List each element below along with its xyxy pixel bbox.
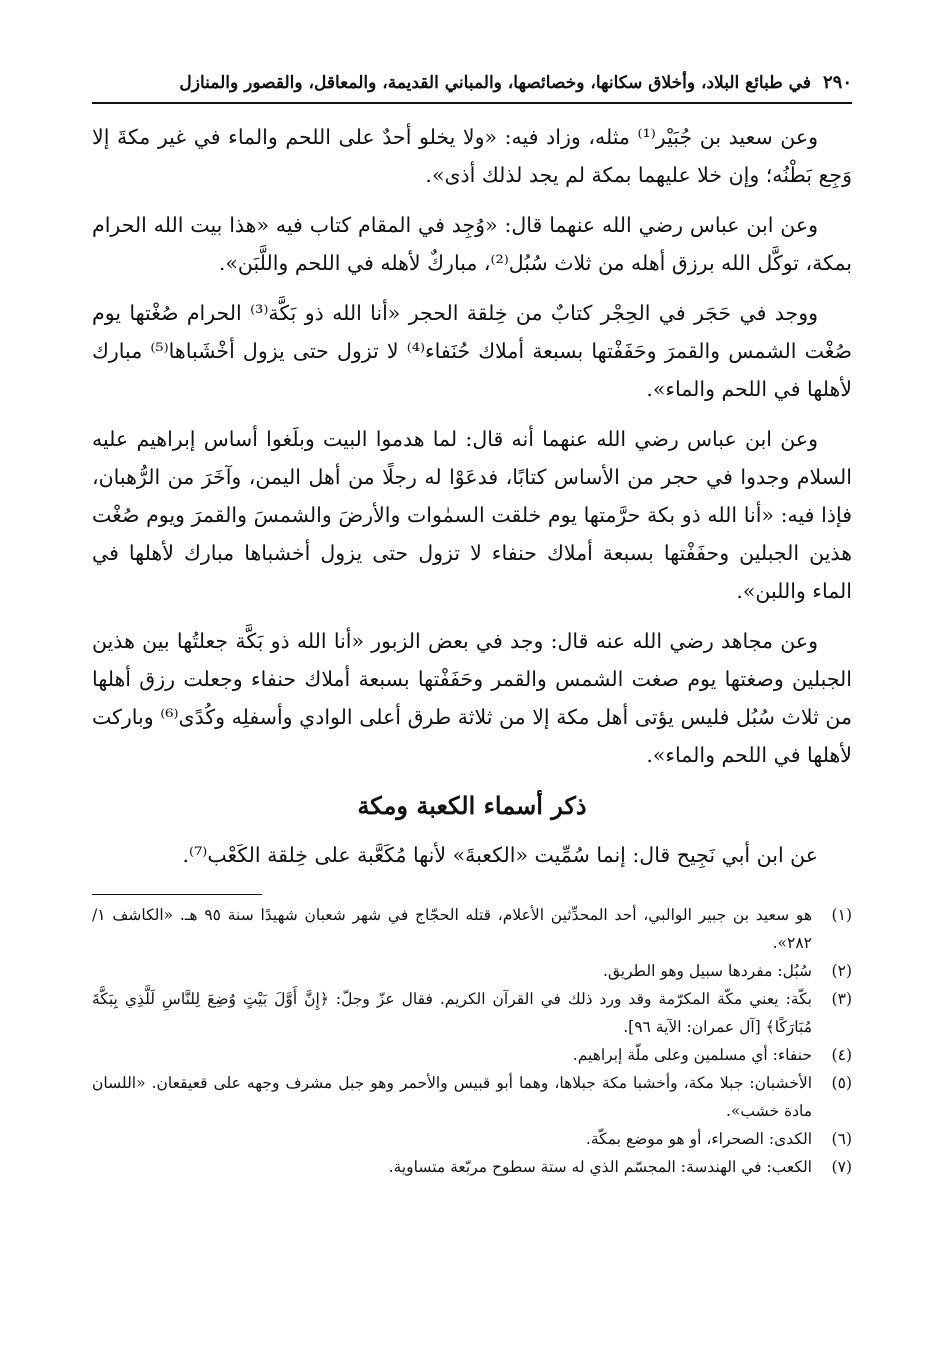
running-title: في طبائع البلاد، وأخلاق سكانها، وخصائصها، والمباني القديمة، والمعاقل، والقصور والمنازل xyxy=(179,73,811,93)
running-header xyxy=(92,70,852,104)
footnote-text: هو سعيد بن جبير الوالبي، أحد المحدِّثين الأعلام، قتله الحجّاج في شهر شعبان شهيدًا سنة ٩٥ هـ. «الكاشف ١/ ٢٨٢». xyxy=(92,906,813,952)
paragraph-ibn-abbas-foundation: وعن ابن عباس رضي الله عنهما أنه قال: لما هدموا البيت وبلَغوا أساس إبراهيم عليه السلام وجدوا في حجر من الأساس كتابًا، فدعَوْا له رجلًا من أهل اليمن، وآخَرَ من الرُّهبان، فإذا فيه: «أنا الله ذو بكة حرَّمتها يوم خلقت السمٰوات والأرضَ والشمسَ والقمرَ ويوم صُغْت هذين الجبلين وحفَفْتها بسبعة أملاك حنفاء لا تزول حتى يزول أخشباها مبارك لأهلها في الماء واللبن». xyxy=(92,427,852,603)
footnotes-list xyxy=(92,901,852,1181)
paragraph-said-ibn-jubayr: وعن سعيد بن جُبَيْر⁽¹⁾ مثله، وزاد فيه: «ولا يخلو أحدٌ على اللحم والماء في غير مكةَ إلا وَجِع بَطْنُه؛ وإن خلا عليهما بمكة لم يجد لذلك أذى». xyxy=(92,125,852,187)
footnote-text: الأخشبان: جبلا مكة، وأخشبا مكة جبلاها، وهما أبو قبيس والأحمر وهو جبل مشرف وجهه على قعيقعان. «اللسان مادة خشب». xyxy=(92,1074,812,1120)
footnote-marker: (١) xyxy=(831,906,852,924)
footnote-text: الكدى: الصحراء، أو هو موضع بمكّة. xyxy=(585,1130,812,1148)
footnote-marker: (٧) xyxy=(831,1158,852,1176)
footnote-text: سُبُل: مفردها سبيل وهو الطريق. xyxy=(602,962,812,980)
footnote-6 xyxy=(92,1125,852,1153)
paragraph-mujahid-zabur: وعن مجاهد رضي الله عنه قال: وجد في بعض الزبور «أنا الله ذو بَكَّة جعلتُها بين هذين الجبلين وصغتها يوم صغت الشمس والقمر وحَفَفْتها بسبعة أملاك حنفاء وجعلت رزق أهلها من ثلاث سُبُل فليس يؤتى أهل مكة إلا من ثلاثة طرق أعلى الوادي وأسفلِه وكُدًى⁽⁶⁾ وباركت لأهلها في اللحم والماء». xyxy=(92,629,852,767)
footnote-1 xyxy=(92,901,852,957)
footnote-marker: (٢) xyxy=(831,962,852,980)
footnote-2 xyxy=(92,957,852,985)
paragraph-ibn-abi-najih: عن ابن أبي نَجِيح قال: إنما سُمِّيت «الكعبةَ» لأنها مُكَعَّبة على خِلقة الكَعْب⁽⁷⁾. xyxy=(182,843,818,867)
footnote-text: حنفاء: أي مسلمين وعلى ملّة إبراهيم. xyxy=(572,1046,812,1064)
footnote-3 xyxy=(92,985,852,1041)
footnote-7 xyxy=(92,1153,852,1181)
footnote-4 xyxy=(92,1041,852,1069)
footnote-marker: (٣) xyxy=(831,990,852,1008)
book-page xyxy=(92,70,852,1181)
main-text xyxy=(92,118,852,874)
footnote-separator xyxy=(92,894,262,895)
paragraph-hijr-stone: ووجد في حَجَر في الحِجْر كتابٌ من خِلقة الحجر «أنا الله ذو بَكَّة⁽³⁾ الحرام صُغْتها يوم صُغْت الشمس والقمرَ وحَفَفْتها بسبعة أملاك حُنَفاء⁽⁴⁾ لا تزول حتى يزول أخْشَباها⁽⁵⁾ مبارك لأهلها في اللحم والماء». xyxy=(92,301,852,401)
section-heading: ذكر أسماء الكعبة ومكة xyxy=(357,791,587,820)
paragraph-ibn-abbas-maqam: وعن ابن عباس رضي الله عنهما قال: «وُجِد في المقام كتاب فيه «هذا بيت الله الحرام بمكة، توكَّل الله برزق أهله من ثلاث سُبُل⁽²⁾، مباركٌ لأهله في اللحم واللَّبَن». xyxy=(92,213,852,275)
footnote-marker: (٦) xyxy=(831,1130,852,1148)
footnote-text: الكعب: في الهندسة: المجسّم الذي له ستة سطوح مربّعة متساوية. xyxy=(388,1158,812,1176)
footnote-marker: (٤) xyxy=(831,1046,852,1064)
footnote-5 xyxy=(92,1069,852,1125)
page-number: ٢٩٠ xyxy=(822,72,852,93)
footnote-marker: (٥) xyxy=(831,1074,852,1092)
footnote-text: بكّة: يعني مكّة المكرّمة وقد ورد ذلك في القرآن الكريم. فقال عزّ وجلّ: ﴿إِنَّ أَوَّلَ بَيْتٍ وُضِعَ لِلنَّاسِ لَلَّذِي بِبَكَّةَ مُبَارَكًا﴾ [آل عمران: الآية ٩٦]. xyxy=(92,990,812,1036)
